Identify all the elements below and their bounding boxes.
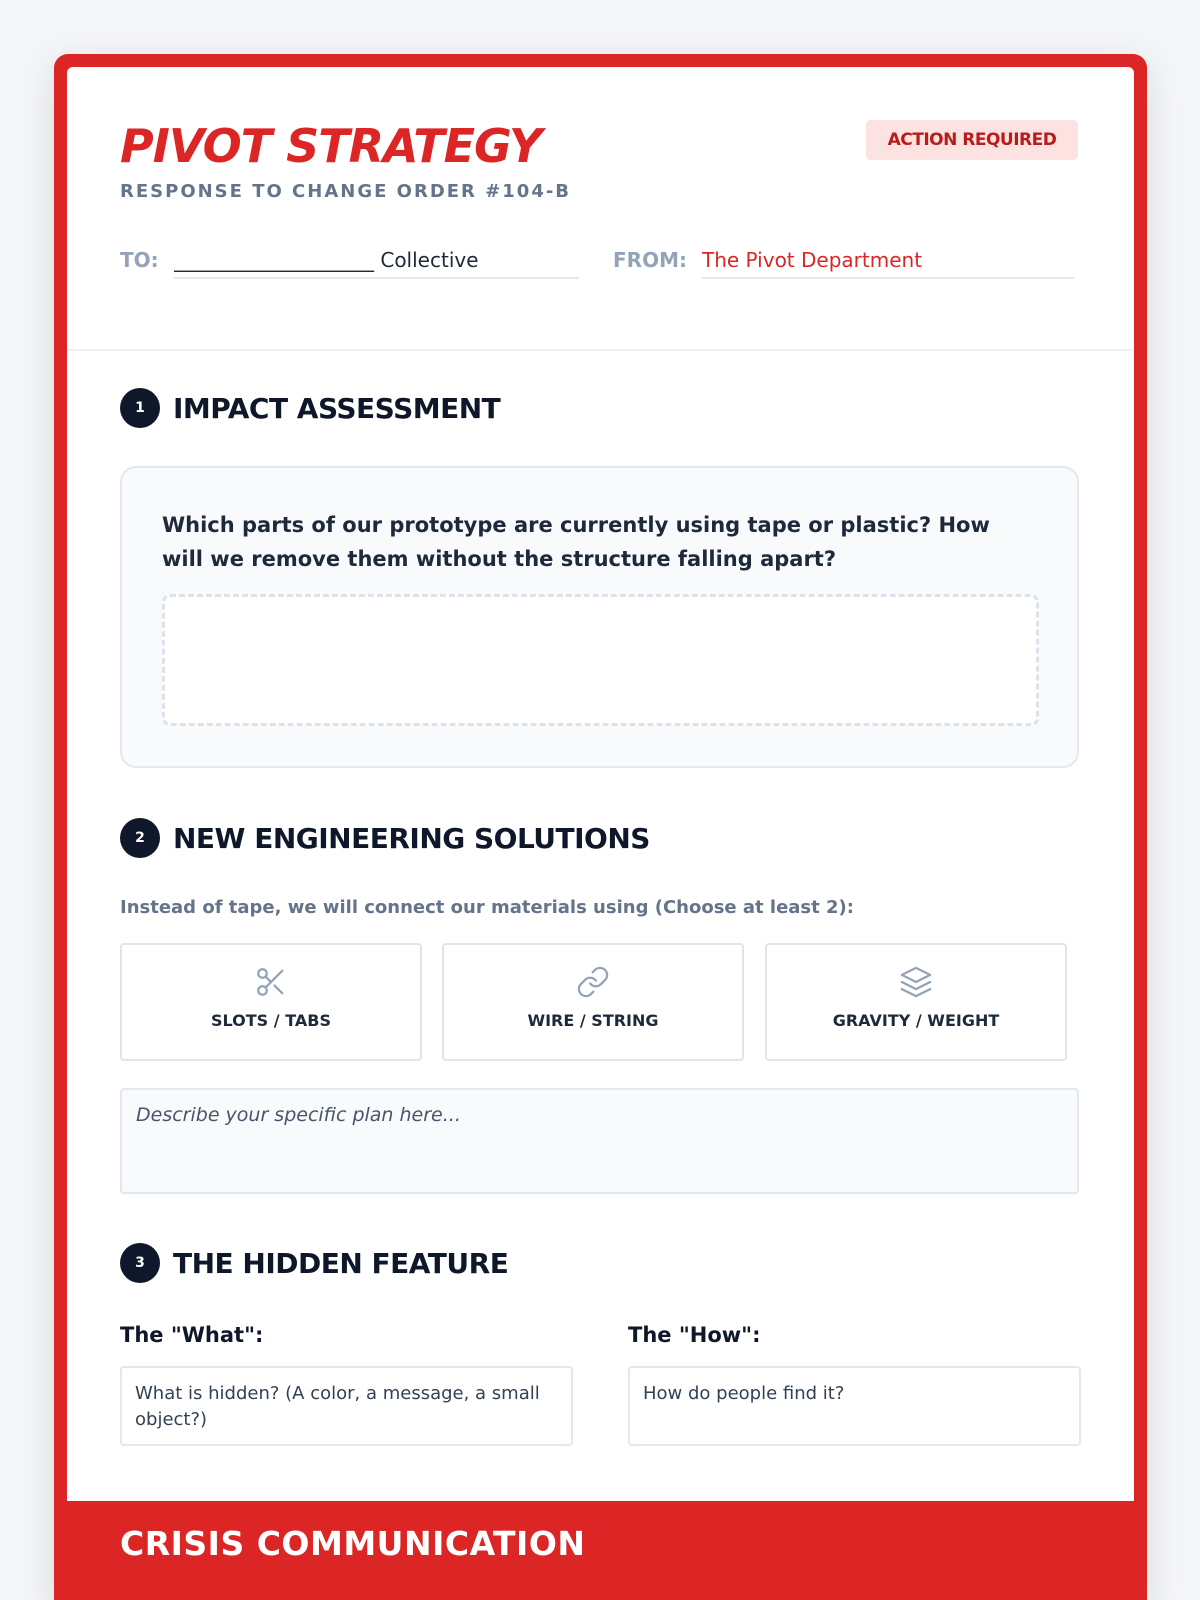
section-title: IMPACT ASSESSMENT (173, 391, 501, 425)
section-3-heading (120, 1243, 508, 1283)
document-frame (54, 54, 1147, 1600)
option-gravity-weight[interactable] (765, 943, 1067, 1061)
option-wire-string[interactable] (442, 943, 744, 1061)
what-input[interactable]: What is hidden? (A color, a message, a small object?) (120, 1366, 573, 1446)
option-label: WIRE / STRING (527, 1011, 659, 1030)
connection-instruction: Instead of tape, we will connect our materials using (Choose at least 2): (120, 897, 854, 918)
option-label: GRAVITY / WEIGHT (832, 1011, 1000, 1030)
section-title: THE HIDDEN FEATURE (173, 1246, 509, 1280)
section-number-badge: 3 (120, 1243, 160, 1283)
impact-question: Which parts of our prototype are currently using tape or plastic? How will we remove them without the structure falling apart? (162, 513, 990, 571)
section-number-badge: 2 (120, 818, 160, 858)
impact-assessment-card (120, 466, 1079, 768)
how-label: The "How": (628, 1323, 761, 1347)
document-header (67, 67, 1134, 351)
status-badge: ACTION REQUIRED (866, 120, 1078, 160)
section-title: NEW ENGINEERING SOLUTIONS (173, 821, 650, 855)
to-field[interactable]: ____________________ Collective (174, 241, 579, 279)
section-number-badge: 1 (120, 388, 160, 428)
option-slots-tabs[interactable] (120, 943, 422, 1061)
layers-icon (899, 965, 933, 999)
document-body (67, 67, 1134, 1501)
section-2-heading (120, 818, 650, 858)
plan-textarea[interactable]: Describe your specific plan here... (120, 1088, 1079, 1194)
page-title: PIVOT STRATEGY (120, 119, 542, 173)
how-input[interactable]: How do people find it? (628, 1366, 1081, 1446)
what-label: The "What": (120, 1323, 264, 1347)
scissors-icon (254, 965, 288, 999)
from-field[interactable]: The Pivot Department (702, 241, 1074, 279)
page-subtitle: RESPONSE TO CHANGE ORDER #104-B (120, 181, 572, 202)
from-label: FROM: (613, 248, 687, 272)
link-icon (576, 965, 610, 999)
to-label: TO: (120, 248, 159, 272)
crisis-communication-title: CRISIS COMMUNICATION (120, 1524, 586, 1563)
section-1-heading (120, 388, 500, 428)
option-label: SLOTS / TABS (211, 1011, 331, 1030)
impact-answer-box[interactable] (162, 594, 1039, 726)
